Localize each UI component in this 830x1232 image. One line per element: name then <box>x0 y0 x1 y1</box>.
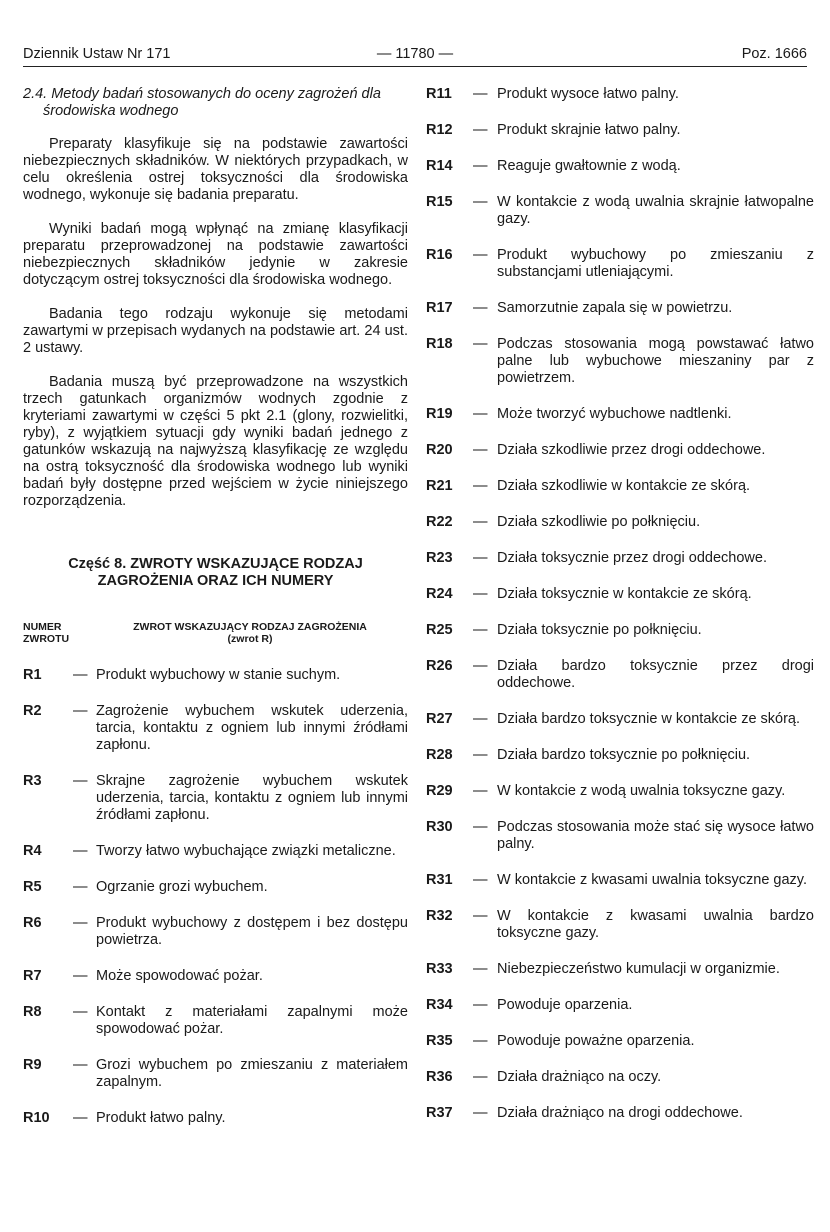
r-phrase-code: R23 <box>426 550 453 566</box>
r-phrase-item <box>426 478 814 495</box>
r-phrase-code: R28 <box>426 747 453 763</box>
r-phrase-item <box>426 783 814 800</box>
r-phrase-text: Działa drażniąco na oczy. <box>497 1069 662 1085</box>
dash-separator: — <box>473 194 488 210</box>
number-column-header <box>23 621 69 645</box>
r-phrase-code: R19 <box>426 406 453 422</box>
r-phrase-item <box>426 819 814 853</box>
r-phrase-code: R8 <box>23 1004 42 1020</box>
dash-separator: — <box>473 711 488 727</box>
r-phrase-item <box>426 336 814 387</box>
phrase-header-line: (zwrot R) <box>227 633 273 645</box>
paragraph: Badania tego rodzaju wykonuje się metodami zawartymi w przepisach wydanych na podstawie art. 24 ust. 2 ustawy. <box>23 306 408 356</box>
r-phrase-text: Kontakt z materiałami zapalnymi może spowodować pożar. <box>96 1004 408 1037</box>
r-phrase-code: R16 <box>426 247 453 263</box>
r-phrase-code: R12 <box>426 122 453 138</box>
r-phrase-text: Skrajne zagrożenie wybuchem wskutek uderzenia, tarcia, kontaktu z ogniem lub innymi źródłami zapłonu. <box>96 773 408 823</box>
r-phrase-text: Produkt łatwo palny. <box>96 1110 226 1126</box>
r-phrase-text: Niebezpieczeństwo kumulacji w organizmie. <box>497 961 780 977</box>
r-phrase-text: Grozi wybuchem po zmieszaniu z materiałem zapalnym. <box>96 1057 408 1090</box>
r-phrase-text: Działa szkodliwie przez drogi oddechowe. <box>497 442 766 458</box>
dash-separator: — <box>473 586 488 602</box>
dash-separator: — <box>473 908 488 924</box>
r-phrase-code: R29 <box>426 783 453 799</box>
r-phrase-text: Działa toksycznie przez drogi oddechowe. <box>497 550 767 566</box>
r-phrase-code: R37 <box>426 1105 453 1121</box>
r-phrase-item <box>23 773 408 824</box>
r-phrase-code: R6 <box>23 915 42 931</box>
r-phrase-item <box>426 1033 814 1050</box>
r-phrase-item <box>23 1057 408 1091</box>
dash-separator: — <box>473 819 488 835</box>
r-phrase-text: Produkt wybuchowy po zmieszaniu z substancjami utleniającymi. <box>497 247 814 280</box>
dash-separator: — <box>473 406 488 422</box>
dash-separator: — <box>473 658 488 674</box>
r-phrase-code: R24 <box>426 586 453 602</box>
r-phrase-item <box>426 158 814 175</box>
dash-separator: — <box>473 997 488 1013</box>
r-phrase-item <box>23 1004 408 1038</box>
r-phrase-item <box>426 908 814 942</box>
dash-separator: — <box>473 514 488 530</box>
r-phrase-text: Produkt skrajnie łatwo palny. <box>497 122 681 138</box>
r-phrase-text: W kontakcie z wodą uwalnia skrajnie łatwopalne gazy. <box>497 194 814 227</box>
r-phrase-item <box>426 586 814 603</box>
dash-separator: — <box>73 968 88 984</box>
left-phrase-list <box>23 667 408 1127</box>
dash-separator: — <box>473 122 488 138</box>
r-phrase-item <box>426 194 814 228</box>
r-phrase-text: Produkt wybuchowy z dostępem i bez dostępu powietrza. <box>96 915 408 948</box>
r-phrase-text: Samorzutnie zapala się w powietrzu. <box>497 300 733 316</box>
position-number: Poz. 1666 <box>741 46 807 62</box>
r-phrase-code: R27 <box>426 711 453 727</box>
r-phrase-item <box>426 747 814 764</box>
r-phrase-item <box>426 711 814 728</box>
r-phrase-code: R2 <box>23 703 42 719</box>
dash-separator: — <box>73 843 88 859</box>
paragraph: Badania muszą być przeprowadzone na wszystkich trzech gatunkach organizmów wodnych zgodnie z kryteriami zawartymi w części 5 pkt 2.1 (glony, rozwielitki, ryby), z wyjątkiem sytuacji gdy wyniki badań jednego z gatunków wskazują na najwyższą klasyfikację ze względu na ostrą toksyczność dla środowiska wodnego lub wyniki badań były dostępne przed wejściem w życie niniejszego rozporządzenia. <box>23 374 408 509</box>
dash-separator: — <box>73 667 88 683</box>
dash-separator: — <box>73 1110 88 1126</box>
r-phrase-code: R32 <box>426 908 453 924</box>
r-phrase-item <box>426 872 814 889</box>
dash-separator: — <box>473 783 488 799</box>
r-phrase-text: Powoduje oparzenia. <box>497 997 633 1013</box>
r-phrase-item <box>23 843 408 860</box>
dash-separator: — <box>473 961 488 977</box>
r-phrase-text: Działa drażniąco na drogi oddechowe. <box>497 1105 743 1121</box>
r-phrase-item <box>426 1105 814 1122</box>
r-phrase-code: R20 <box>426 442 453 458</box>
r-phrase-item <box>426 300 814 317</box>
r-phrase-text: Tworzy łatwo wybuchające związki metaliczne. <box>96 843 396 859</box>
r-phrase-code: R34 <box>426 997 453 1013</box>
r-phrase-text: Produkt wybuchowy w stanie suchym. <box>96 667 341 683</box>
dash-separator: — <box>473 550 488 566</box>
r-phrase-code: R31 <box>426 872 453 888</box>
dash-separator: — <box>473 1069 488 1085</box>
r-phrase-item <box>426 247 814 281</box>
phrase-header-line: ZWROT WSKAZUJĄCY RODZAJ ZAGROŻENIA <box>133 621 367 633</box>
r-phrase-code: R33 <box>426 961 453 977</box>
r-phrase-code: R5 <box>23 879 42 895</box>
r-phrase-text: Podczas stosowania mogą powstawać łatwo palne lub wybuchowe mieszaniny par z powietrzem. <box>497 336 814 386</box>
r-phrase-code: R1 <box>23 667 42 683</box>
r-phrase-item <box>426 622 814 639</box>
part-title-line: Część 8. ZWROTY WSKAZUJĄCE RODZAJ <box>68 556 363 572</box>
r-phrase-item <box>23 915 408 949</box>
r-phrase-text: Produkt wysoce łatwo palny. <box>497 86 679 102</box>
r-phrase-item <box>23 703 408 754</box>
dash-separator: — <box>473 300 488 316</box>
r-phrase-item <box>426 658 814 692</box>
r-phrase-code: R18 <box>426 336 453 352</box>
r-phrase-item <box>23 667 408 684</box>
dash-separator: — <box>473 1105 488 1121</box>
r-phrase-item <box>426 406 814 423</box>
dash-separator: — <box>73 773 88 789</box>
r-phrase-text: W kontakcie z kwasami uwalnia bardzo toksyczne gazy. <box>497 908 814 941</box>
dash-separator: — <box>73 915 88 931</box>
r-phrase-text: Ogrzanie grozi wybuchem. <box>96 879 268 895</box>
section-title: 2.4. Metody badań stosowanych do oceny zagrożeń dla środowiska wodnego <box>23 86 381 119</box>
r-phrase-item <box>426 997 814 1014</box>
r-phrase-text: Działa toksycznie w kontakcie ze skórą. <box>497 586 752 602</box>
r-phrase-item <box>426 550 814 567</box>
r-phrase-code: R14 <box>426 158 453 174</box>
dash-separator: — <box>73 879 88 895</box>
r-phrase-code: R30 <box>426 819 453 835</box>
dash-separator: — <box>473 158 488 174</box>
r-phrase-text: Działa szkodliwie po połknięciu. <box>497 514 701 530</box>
dash-separator: — <box>73 1057 88 1073</box>
r-phrase-code: R26 <box>426 658 453 674</box>
r-phrase-text: Działa bardzo toksycznie przez drogi oddechowe. <box>497 658 814 691</box>
number-header-line: NUMER <box>23 621 62 633</box>
r-phrase-text: Podczas stosowania może stać się wysoce łatwo palny. <box>497 819 814 852</box>
r-phrase-text: Działa bardzo toksycznie po połknięciu. <box>497 747 751 763</box>
part-title-line: ZAGROŻENIA ORAZ ICH NUMERY <box>97 573 334 589</box>
journal-title: Dziennik Ustaw Nr 171 <box>23 46 171 62</box>
dash-separator: — <box>473 1033 488 1049</box>
part-title <box>23 556 408 590</box>
r-phrase-code: R15 <box>426 194 453 210</box>
r-phrase-text: Reaguje gwałtownie z wodą. <box>497 158 681 174</box>
table-header <box>23 621 408 655</box>
r-phrase-item <box>426 122 814 139</box>
dash-separator: — <box>73 703 88 719</box>
r-phrase-item <box>426 86 814 103</box>
paragraph: Preparaty klasyfikuje się na podstawie zawartości niebezpiecznych składników. W niektórych przypadkach, w celu określenia ostrej toksyczności dla środowiska wodnego, wykonuje się badania preparatu. <box>23 136 408 203</box>
r-phrase-item <box>426 1069 814 1086</box>
dash-separator: — <box>473 478 488 494</box>
left-column <box>23 86 408 1146</box>
r-phrase-item <box>23 968 408 985</box>
r-phrase-code: R17 <box>426 300 453 316</box>
r-phrase-item <box>23 1110 408 1127</box>
r-phrase-code: R21 <box>426 478 453 494</box>
r-phrase-code: R35 <box>426 1033 453 1049</box>
dash-separator: — <box>73 1004 88 1020</box>
r-phrase-code: R3 <box>23 773 42 789</box>
r-phrase-text: Może tworzyć wybuchowe nadtlenki. <box>497 406 732 422</box>
r-phrase-code: R9 <box>23 1057 42 1073</box>
r-phrase-text: Działa bardzo toksycznie w kontakcie ze skórą. <box>497 711 801 727</box>
page-header <box>23 44 807 67</box>
paragraph: Wyniki badań mogą wpłynąć na zmianę klasyfikacji preparatu przeprowadzonej na podstawie zawartości niebezpiecznych składników jedynie w zakresie dotyczącym ostrej toksyczności dla środowiska wodnego. <box>23 221 408 288</box>
r-phrase-item <box>426 442 814 459</box>
r-phrase-text: Działa toksycznie po połknięciu. <box>497 622 702 638</box>
right-column <box>426 86 814 1141</box>
r-phrase-text: Działa szkodliwie w kontakcie ze skórą. <box>497 478 751 494</box>
dash-separator: — <box>473 247 488 263</box>
r-phrase-code: R25 <box>426 622 453 638</box>
dash-separator: — <box>473 86 488 102</box>
dash-separator: — <box>473 872 488 888</box>
dash-separator: — <box>473 336 488 352</box>
dash-separator: — <box>473 442 488 458</box>
right-phrase-list <box>426 86 814 1122</box>
r-phrase-code: R11 <box>426 86 452 102</box>
r-phrase-text: W kontakcie z kwasami uwalnia toksyczne gazy. <box>497 872 807 888</box>
r-phrase-code: R36 <box>426 1069 453 1085</box>
r-phrase-code: R10 <box>23 1110 50 1126</box>
r-phrase-code: R7 <box>23 968 42 984</box>
page-number: — 11780 — <box>376 46 454 62</box>
r-phrase-code: R4 <box>23 843 42 859</box>
r-phrase-code: R22 <box>426 514 453 530</box>
dash-separator: — <box>473 747 488 763</box>
r-phrase-text: Powoduje poważne oparzenia. <box>497 1033 695 1049</box>
r-phrase-item <box>426 514 814 531</box>
r-phrase-item <box>426 961 814 978</box>
number-header-line: ZWROTU <box>23 633 70 645</box>
r-phrase-text: Może spowodować pożar. <box>96 968 263 984</box>
r-phrase-text: Zagrożenie wybuchem wskutek uderzenia, tarcia, kontaktu z ogniem lub innymi źródłami zapłonu. <box>96 703 408 753</box>
phrase-column-header <box>115 621 385 645</box>
r-phrase-text: W kontakcie z wodą uwalnia toksyczne gazy. <box>497 783 786 799</box>
r-phrase-item <box>23 879 408 896</box>
dash-separator: — <box>473 622 488 638</box>
